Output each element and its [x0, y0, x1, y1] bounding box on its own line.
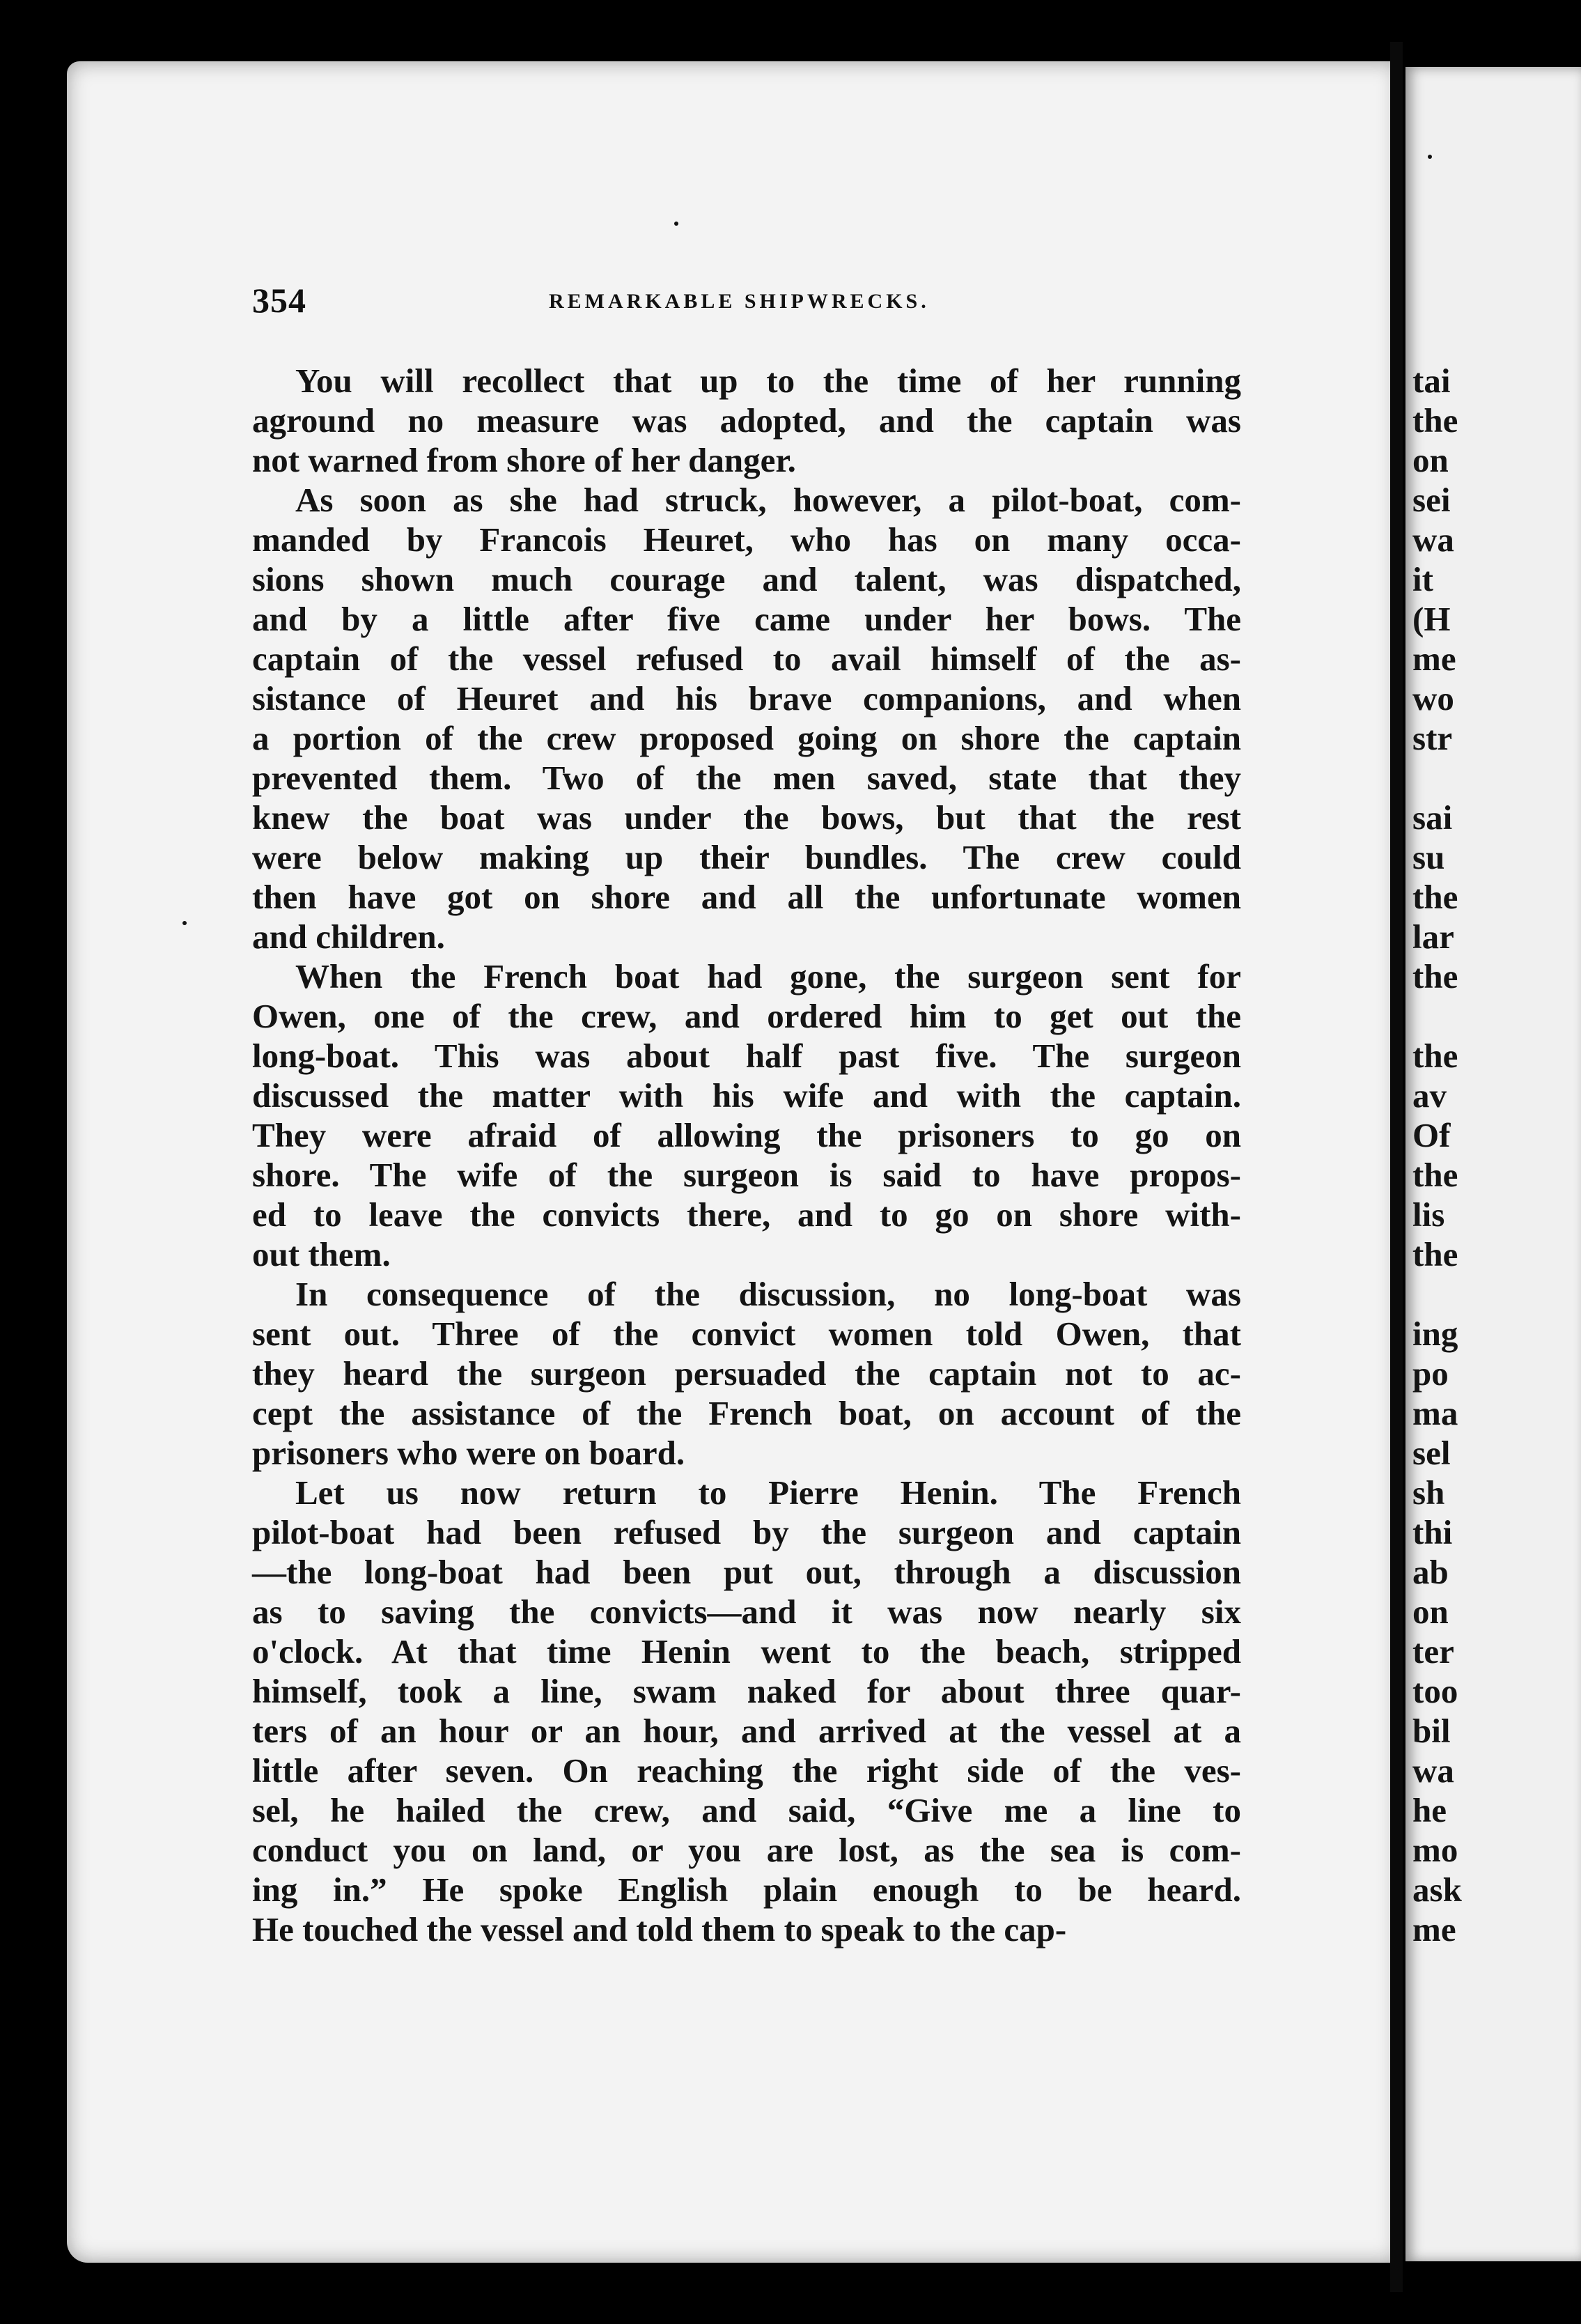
text-line: knew the boat was under the bows, but that the rest — [252, 798, 1241, 837]
paragraph — [252, 361, 1241, 480]
text-line: o'clock. At that time Henin went to the beach, stripped — [252, 1632, 1241, 1671]
text-line: sel, he hailed the crew, and said, “Give me a line to — [252, 1791, 1241, 1829]
text-line: manded by Francois Heuret, who has on many occa- — [252, 520, 1241, 559]
right-page-text-fragments — [1412, 361, 1580, 1949]
text-line: sent out. Three of the convict women told Owen, that — [252, 1315, 1241, 1353]
right-page-fragment: he — [1412, 1791, 1447, 1829]
right-page-fragment: the — [1412, 878, 1458, 916]
right-page-fragment: the — [1412, 1156, 1458, 1194]
right-page-fragment: the — [1412, 1037, 1458, 1075]
text-line: prevented them. Two of the men saved, state that they — [252, 759, 1241, 797]
text-line: They were afraid of allowing the prisoners to go on — [252, 1116, 1241, 1154]
text-line: Let us now return to Pierre Henin. The French — [295, 1473, 1241, 1512]
book-gutter — [1390, 42, 1403, 2292]
text-line: a portion of the crew proposed going on shore the captain — [252, 719, 1241, 757]
right-page-fragment: ter — [1412, 1632, 1454, 1671]
right-page-fragment: the — [1412, 401, 1458, 440]
text-line: As soon as she had struck, however, a pilot-boat, com- — [295, 481, 1241, 519]
right-page-fragment: ma — [1412, 1394, 1458, 1432]
text-line: and by a little after five came under her bows. The — [252, 600, 1241, 638]
right-page-fragment: Of — [1412, 1116, 1451, 1154]
ink-speck — [674, 222, 678, 226]
text-line: pilot-boat had been refused by the surgeon and captain — [252, 1513, 1241, 1551]
right-page-fragment: me — [1412, 1910, 1456, 1949]
text-line: ed to leave the convicts there, and to go on shore with- — [252, 1195, 1241, 1234]
right-page-fragment: sel — [1412, 1434, 1451, 1472]
right-page-fragment: str — [1412, 719, 1453, 757]
text-line: You will recollect that up to the time of her running — [295, 362, 1241, 400]
page-number: 354 — [252, 281, 306, 320]
right-page-fragment: too — [1412, 1672, 1458, 1710]
text-line: then have got on shore and all the unfortunate women — [252, 878, 1241, 916]
right-page-fragment: the — [1412, 1235, 1458, 1273]
text-line: In consequence of the discussion, no long-boat was — [295, 1275, 1241, 1313]
page-header — [252, 280, 1241, 322]
paragraph — [252, 1473, 1241, 1949]
text-line: cept the assistance of the French boat, on account of the — [252, 1394, 1241, 1432]
text-line: ters of an hour or an hour, and arrived at the vessel at a — [252, 1712, 1241, 1750]
right-page-fragment: me — [1412, 640, 1456, 678]
right-page-fragment: sh — [1412, 1473, 1445, 1512]
right-page-fragment: the — [1412, 957, 1458, 996]
text-line: out them. — [252, 1235, 391, 1273]
text-line: prisoners who were on board. — [252, 1434, 685, 1472]
text-line: discussed the matter with his wife and with the captain. — [252, 1076, 1241, 1115]
right-page-fragment: it — [1412, 560, 1433, 598]
right-page-fragment: (H — [1412, 600, 1451, 638]
right-page-fragment: on — [1412, 441, 1449, 479]
text-line: shore. The wife of the surgeon is said to have propos- — [252, 1156, 1241, 1194]
text-line: aground no measure was adopted, and the captain was — [252, 401, 1241, 440]
text-line: they heard the surgeon persuaded the captain not to ac- — [252, 1354, 1241, 1393]
text-line: —the long-boat had been put out, through a discussion — [252, 1553, 1241, 1591]
ink-speck — [182, 921, 187, 925]
ink-speck — [1428, 155, 1432, 159]
right-page-fragment: ask — [1412, 1870, 1462, 1909]
right-page-fragment: wa — [1412, 520, 1454, 559]
right-page-fragment: sai — [1412, 798, 1453, 837]
text-line: sions shown much courage and talent, was dispatched, — [252, 560, 1241, 598]
text-line: Owen, one of the crew, and ordered him to get out the — [252, 997, 1241, 1035]
text-line: sistance of Heuret and his brave companions, and when — [252, 679, 1241, 718]
right-page-fragment: lar — [1412, 917, 1454, 956]
paragraph — [252, 956, 1241, 1274]
right-page-fragment — [1412, 758, 1580, 798]
right-page-fragment — [1412, 996, 1580, 1036]
text-line: and children. — [252, 917, 445, 956]
right-page-fragment: mo — [1412, 1831, 1458, 1869]
right-page-fragment: thi — [1412, 1513, 1453, 1551]
text-line: When the French boat had gone, the surgeon sent for — [295, 957, 1241, 996]
paragraph — [252, 480, 1241, 956]
text-line: himself, took a line, swam naked for about three quar- — [252, 1672, 1241, 1710]
text-line: as to saving the convicts—and it was now nearly six — [252, 1593, 1241, 1631]
right-page-fragment: av — [1412, 1076, 1447, 1115]
right-page-fragment: bil — [1412, 1712, 1451, 1750]
right-page-fragment: wa — [1412, 1751, 1454, 1790]
text-line: long-boat. This was about half past five. The surgeon — [252, 1037, 1241, 1075]
right-page-fragment: on — [1412, 1593, 1449, 1631]
right-page-fragment: tai — [1412, 362, 1451, 400]
text-line: ing in.” He spoke English plain enough to be heard. — [252, 1870, 1241, 1909]
text-line: conduct you on land, or you are lost, as the sea is com- — [252, 1831, 1241, 1869]
text-line: not warned from shore of her danger. — [252, 441, 796, 479]
text-line: little after seven. On reaching the right side of the ves- — [252, 1751, 1241, 1790]
right-page-fragment: lis — [1412, 1195, 1445, 1234]
right-page-fragment: su — [1412, 838, 1445, 876]
text-line: He touched the vessel and told them to speak to the cap- — [252, 1910, 1067, 1949]
right-page-fragment: ing — [1412, 1315, 1458, 1353]
right-page-fragment: sei — [1412, 481, 1451, 519]
right-page-fragment — [1412, 1274, 1580, 1314]
text-line: were below making up their bundles. The crew could — [252, 838, 1241, 876]
body-text — [252, 361, 1241, 1949]
right-page-fragment: ab — [1412, 1553, 1449, 1591]
running-head: REMARKABLE SHIPWRECKS. — [549, 290, 930, 313]
paragraph — [252, 1274, 1241, 1473]
text-line: captain of the vessel refused to avail himself of the as- — [252, 640, 1241, 678]
right-page-fragment: wo — [1412, 679, 1454, 718]
right-page-fragment: po — [1412, 1354, 1449, 1393]
